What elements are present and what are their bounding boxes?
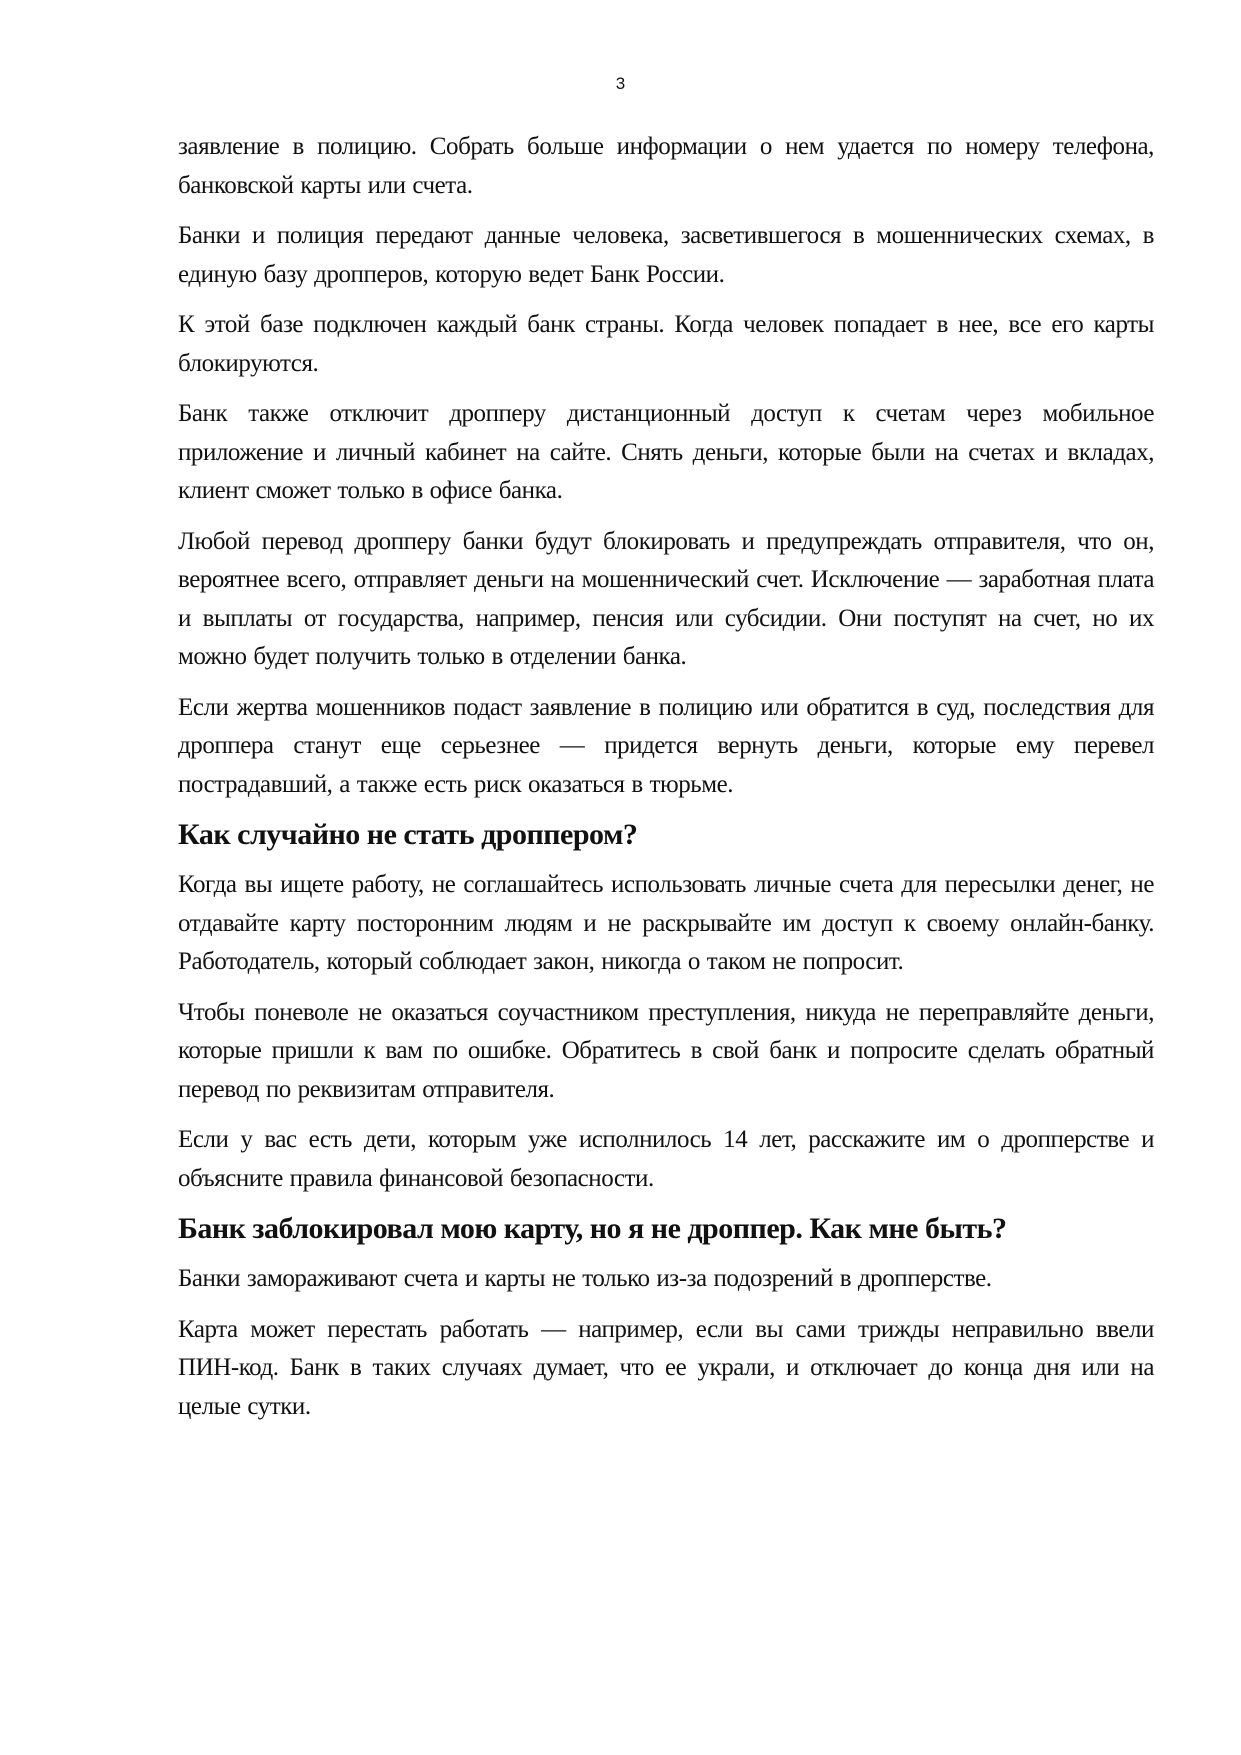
section-heading: Как случайно не стать дроппером? [178,818,638,851]
paragraph: Карта может перестать работать — например, если вы сами трижды неправильно ввели ПИН-код. Банк в таких случаях думает, что ее украли, и отключает до конца дня или на целые сутки. [178,1315,1154,1420]
paragraph: Банки замораживают счета и карты не только из-за подозрений в дропперстве. [178,1265,992,1292]
paragraph: Если жертва мошенников подаст заявление в полицию или обратится в суд, последствия для дроппера станут еще серьезнее — придется вернуть деньги, которые ему перевел пострадавший, а также есть риск оказаться в тюрьме. [178,693,1154,798]
paragraph: Если у вас есть дети, которым уже исполнилось 14 лет, расскажите им о дропперстве и объясните правила финансовой безопасности. [178,1126,1154,1192]
paragraph: Чтобы поневоле не оказаться соучастником преступления, никуда не переправляйте деньги, которые пришли к вам по ошибке. Обратитесь в свой банк и попросите сделать обратный перевод по реквизитам отправителя. [178,998,1154,1103]
paragraph: Любой перевод дропперу банки будут блокировать и предупреждать отправителя, что он, вероятнее всего, отправляет деньги на мошеннический счет. Исключение — заработная плата и выплаты от государства, например, пенсия или субсидии. Они поступят на счет, но их можно будет получить только в отделении банка. [178,527,1154,670]
paragraph: заявление в полицию. Собрать больше информации о нем удается по номеру телефона, банковской карты или счета. [178,133,1154,199]
paragraph: К этой базе подключен каждый банк страны. Когда человек попадает в нее, все его карты блокируются. [178,311,1154,377]
paragraph: Когда вы ищете работу, не соглашайтесь использовать личные счета для пересылки денег, не отдавайте карту посторонним людям и не раскрывайте им доступ к своему онлайн-банку. Работодатель, который соблюдает закон, никогда о таком не попросит. [178,871,1154,975]
paragraph: Банк также отключит дропперу дистанционный доступ к счетам через мобильное приложение и личный кабинет на сайте. Снять деньги, которые были на счетах и вкладах, клиент сможет только в офисе банка. [178,400,1154,504]
section-heading: Банк заблокировал мою карту, но я не дроппер. Как мне быть? [178,1212,1007,1245]
page-number: 3 [615,74,626,93]
document-body [178,128,1154,1438]
paragraph: Банки и полиция передают данные человека, засветившегося в мошеннических схемах, в единую базу дропперов, которую ведет Банк России. [178,222,1154,288]
